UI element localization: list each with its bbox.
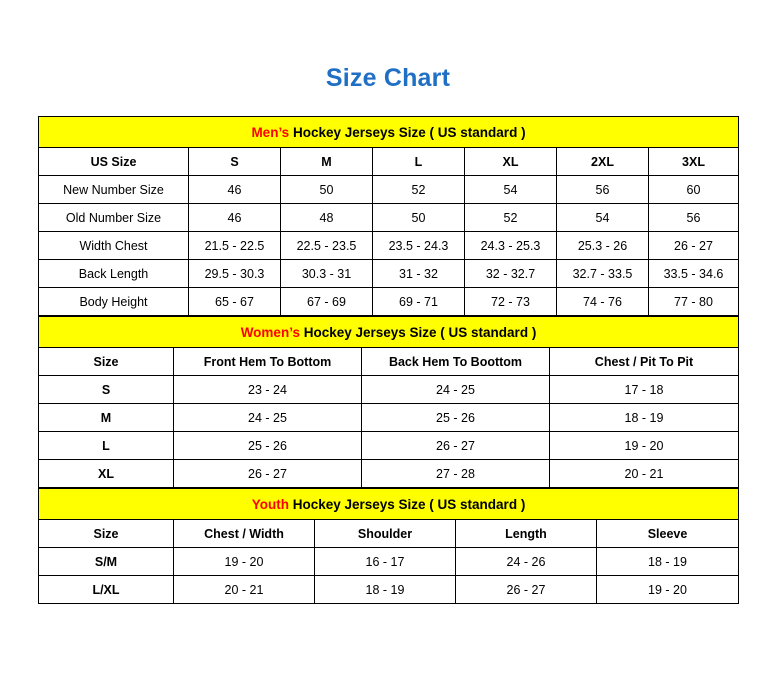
mens-col-header: L bbox=[373, 148, 465, 176]
youth-cell: 24 - 26 bbox=[456, 548, 597, 576]
mens-heading-rest: Hockey Jerseys Size ( US standard ) bbox=[289, 124, 526, 140]
youth-cell: 18 - 19 bbox=[315, 576, 456, 604]
mens-row-label: Body Height bbox=[39, 288, 189, 316]
mens-col-header: US Size bbox=[39, 148, 189, 176]
mens-cell: 29.5 - 30.3 bbox=[189, 260, 281, 288]
mens-row-label: New Number Size bbox=[39, 176, 189, 204]
youth-col-header: Shoulder bbox=[315, 520, 456, 548]
mens-cell: 30.3 - 31 bbox=[281, 260, 373, 288]
womens-cell: 26 - 27 bbox=[362, 432, 550, 460]
table-row bbox=[39, 376, 739, 404]
mens-row-label: Back Length bbox=[39, 260, 189, 288]
mens-cell: 32.7 - 33.5 bbox=[557, 260, 649, 288]
youth-row-label: L/XL bbox=[39, 576, 174, 604]
mens-cell: 56 bbox=[649, 204, 739, 232]
mens-cell: 50 bbox=[281, 176, 373, 204]
womens-row-label: XL bbox=[39, 460, 174, 488]
table-row bbox=[39, 432, 739, 460]
mens-cell: 56 bbox=[557, 176, 649, 204]
womens-section-heading-row bbox=[39, 317, 739, 348]
mens-heading-accent: Men’s bbox=[251, 124, 290, 140]
youth-row-label: S/M bbox=[39, 548, 174, 576]
table-row bbox=[39, 176, 739, 204]
mens-cell: 23.5 - 24.3 bbox=[373, 232, 465, 260]
mens-col-header: S bbox=[189, 148, 281, 176]
youth-cell: 19 - 20 bbox=[174, 548, 315, 576]
table-row bbox=[39, 260, 739, 288]
youth-section-heading bbox=[39, 489, 739, 520]
womens-cell: 25 - 26 bbox=[174, 432, 362, 460]
womens-cell: 24 - 25 bbox=[174, 404, 362, 432]
mens-section-heading-row bbox=[39, 117, 739, 148]
mens-col-header: XL bbox=[465, 148, 557, 176]
womens-heading-rest: Hockey Jerseys Size ( US standard ) bbox=[299, 324, 537, 340]
mens-col-header: 2XL bbox=[557, 148, 649, 176]
womens-section-heading bbox=[39, 317, 739, 348]
mens-cell: 46 bbox=[189, 176, 281, 204]
womens-row-label: S bbox=[39, 376, 174, 404]
mens-cell: 33.5 - 34.6 bbox=[649, 260, 739, 288]
mens-cell: 22.5 - 23.5 bbox=[281, 232, 373, 260]
youth-section-heading-row bbox=[39, 489, 739, 520]
womens-row-label: L bbox=[39, 432, 174, 460]
mens-cell: 52 bbox=[373, 176, 465, 204]
mens-section-heading bbox=[39, 117, 739, 148]
mens-cell: 31 - 32 bbox=[373, 260, 465, 288]
mens-cell: 69 - 71 bbox=[373, 288, 465, 316]
womens-cell: 25 - 26 bbox=[362, 404, 550, 432]
size-chart-container bbox=[38, 116, 738, 604]
mens-cell: 24.3 - 25.3 bbox=[465, 232, 557, 260]
table-row bbox=[39, 576, 739, 604]
womens-col-header: Back Hem To Boottom bbox=[362, 348, 550, 376]
womens-cell: 19 - 20 bbox=[550, 432, 739, 460]
mens-cell: 46 bbox=[189, 204, 281, 232]
mens-cell: 52 bbox=[465, 204, 557, 232]
womens-cell: 17 - 18 bbox=[550, 376, 739, 404]
mens-cell: 48 bbox=[281, 204, 373, 232]
womens-cell: 24 - 25 bbox=[362, 376, 550, 404]
table-row bbox=[39, 204, 739, 232]
womens-heading-accent: Women’s bbox=[240, 324, 300, 340]
youth-cell: 20 - 21 bbox=[174, 576, 315, 604]
mens-cell: 74 - 76 bbox=[557, 288, 649, 316]
womens-cell: 18 - 19 bbox=[550, 404, 739, 432]
mens-cell: 77 - 80 bbox=[649, 288, 739, 316]
mens-cell: 54 bbox=[465, 176, 557, 204]
womens-col-header: Chest / Pit To Pit bbox=[550, 348, 739, 376]
youth-heading-rest: Hockey Jerseys Size ( US standard ) bbox=[288, 496, 526, 512]
womens-col-header: Front Hem To Bottom bbox=[174, 348, 362, 376]
mens-cell: 60 bbox=[649, 176, 739, 204]
youth-col-header: Chest / Width bbox=[174, 520, 315, 548]
youth-heading-accent: Youth bbox=[251, 496, 289, 512]
womens-size-table bbox=[38, 316, 739, 488]
mens-size-table bbox=[38, 116, 739, 316]
mens-cell: 26 - 27 bbox=[649, 232, 739, 260]
mens-header-row bbox=[39, 148, 739, 176]
mens-row-label: Width Chest bbox=[39, 232, 189, 260]
mens-cell: 50 bbox=[373, 204, 465, 232]
mens-cell: 32 - 32.7 bbox=[465, 260, 557, 288]
womens-cell: 27 - 28 bbox=[362, 460, 550, 488]
table-row bbox=[39, 404, 739, 432]
mens-row-label: Old Number Size bbox=[39, 204, 189, 232]
mens-cell: 25.3 - 26 bbox=[557, 232, 649, 260]
womens-col-header: Size bbox=[39, 348, 174, 376]
mens-cell: 21.5 - 22.5 bbox=[189, 232, 281, 260]
youth-col-header: Length bbox=[456, 520, 597, 548]
womens-cell: 26 - 27 bbox=[174, 460, 362, 488]
youth-header-row bbox=[39, 520, 739, 548]
mens-cell: 65 - 67 bbox=[189, 288, 281, 316]
mens-col-header: M bbox=[281, 148, 373, 176]
mens-cell: 67 - 69 bbox=[281, 288, 373, 316]
youth-col-header: Size bbox=[39, 520, 174, 548]
table-row bbox=[39, 548, 739, 576]
mens-col-header: 3XL bbox=[649, 148, 739, 176]
youth-cell: 16 - 17 bbox=[315, 548, 456, 576]
table-row bbox=[39, 288, 739, 316]
youth-cell: 18 - 19 bbox=[597, 548, 739, 576]
womens-cell: 23 - 24 bbox=[174, 376, 362, 404]
womens-header-row bbox=[39, 348, 739, 376]
youth-col-header: Sleeve bbox=[597, 520, 739, 548]
mens-cell: 72 - 73 bbox=[465, 288, 557, 316]
youth-size-table bbox=[38, 488, 739, 604]
youth-cell: 19 - 20 bbox=[597, 576, 739, 604]
page-title: Size Chart bbox=[325, 64, 451, 92]
womens-row-label: M bbox=[39, 404, 174, 432]
table-row bbox=[39, 460, 739, 488]
womens-cell: 20 - 21 bbox=[550, 460, 739, 488]
mens-cell: 54 bbox=[557, 204, 649, 232]
youth-cell: 26 - 27 bbox=[456, 576, 597, 604]
table-row bbox=[39, 232, 739, 260]
